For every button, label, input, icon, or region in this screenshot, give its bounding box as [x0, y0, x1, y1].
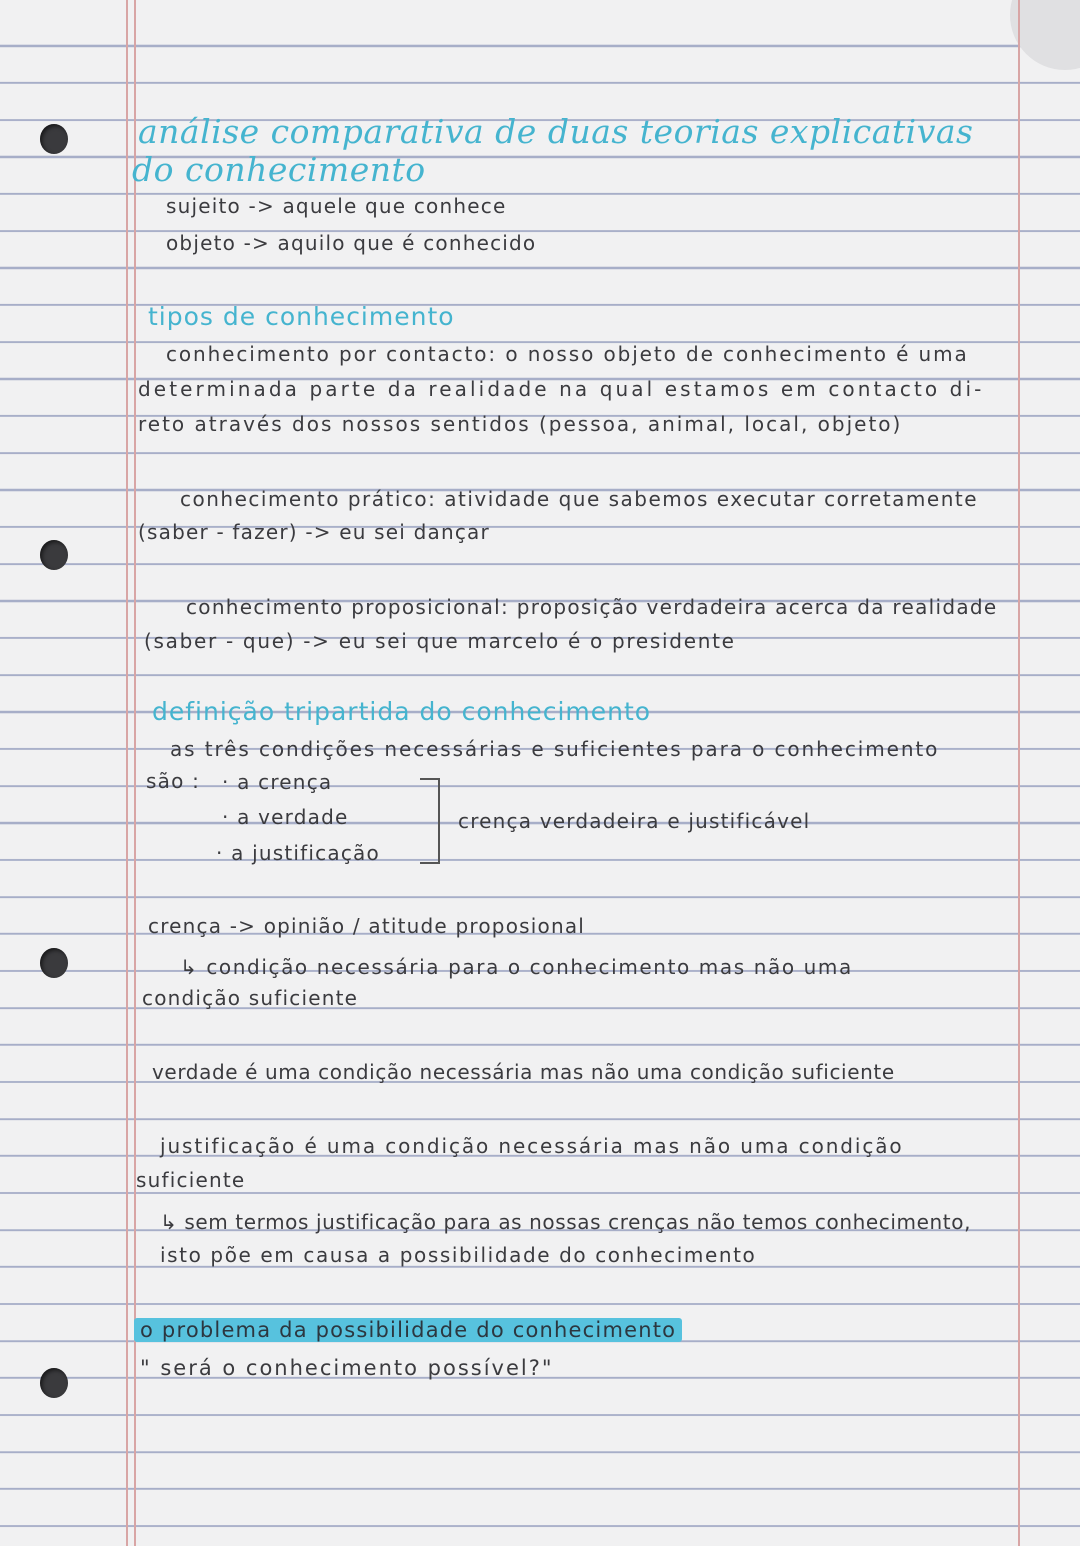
text-line: conhecimento prático: atividade que sabemos executar corretamente — [180, 487, 979, 511]
page-corner — [1010, 0, 1080, 70]
text-line: (saber - que) -> eu sei que marcelo é o presidente — [144, 629, 736, 653]
text-line: são : — [146, 769, 201, 793]
page-title-line2: do conhecimento — [132, 150, 426, 189]
highlighted-heading: o problema da possibilidade do conhecimento — [134, 1318, 682, 1342]
text-line: isto põe em causa a possibilidade do conhecimento — [160, 1243, 757, 1267]
binder-hole — [40, 540, 68, 570]
section-heading-tripartida: definição tripartida do conhecimento — [152, 697, 652, 726]
text-line: condição suficiente — [142, 986, 359, 1010]
text-line: " será o conhecimento possível?" — [140, 1356, 554, 1380]
left-margin-line — [126, 0, 128, 1546]
definition-sujeito: sujeito -> aquele que conhece — [166, 194, 507, 218]
text-line: justificação é uma condição necessária mas não uma condição — [160, 1134, 904, 1158]
bracket-icon — [420, 778, 440, 864]
list-item: · a verdade — [222, 805, 349, 829]
text-line: (saber - fazer) -> eu sei dançar — [138, 520, 490, 544]
list-item: · a crença — [222, 770, 333, 794]
left-margin-line-inner — [134, 0, 136, 1546]
page-title: análise comparativa de duas teorias explicativas — [138, 112, 974, 151]
text-line: ↳ sem termos justificação para as nossas crenças não temos conhecimento, — [160, 1210, 972, 1234]
list-item: · a justificação — [216, 841, 380, 865]
text-line: conhecimento por contacto: o nosso objeto de conhecimento é uma — [166, 342, 969, 366]
text-line: crença verdadeira e justificável — [458, 809, 811, 833]
binder-hole — [40, 1368, 68, 1398]
text-line: crença -> opinião / atitude proposional — [148, 914, 586, 938]
binder-hole — [40, 948, 68, 978]
text-line: verdade é uma condição necessária mas não uma condição suficiente — [152, 1060, 895, 1084]
text-line: conhecimento proposicional: proposição verdadeira acerca da realidade — [186, 595, 998, 619]
binder-hole — [40, 124, 68, 154]
text-line: determinada parte da realidade na qual estamos em contacto di- — [138, 377, 985, 401]
text-line: as três condições necessárias e suficientes para o conhecimento — [170, 737, 940, 761]
section-heading-tipos: tipos de conhecimento — [148, 302, 455, 331]
text-line: ↳ condição necessária para o conhecimento mas não uma — [180, 955, 853, 979]
text-line: reto através dos nossos sentidos (pessoa, animal, local, objeto) — [138, 412, 903, 436]
text-line: suficiente — [136, 1168, 246, 1192]
right-margin-line — [1018, 0, 1020, 1546]
definition-objeto: objeto -> aquilo que é conhecido — [166, 231, 537, 255]
